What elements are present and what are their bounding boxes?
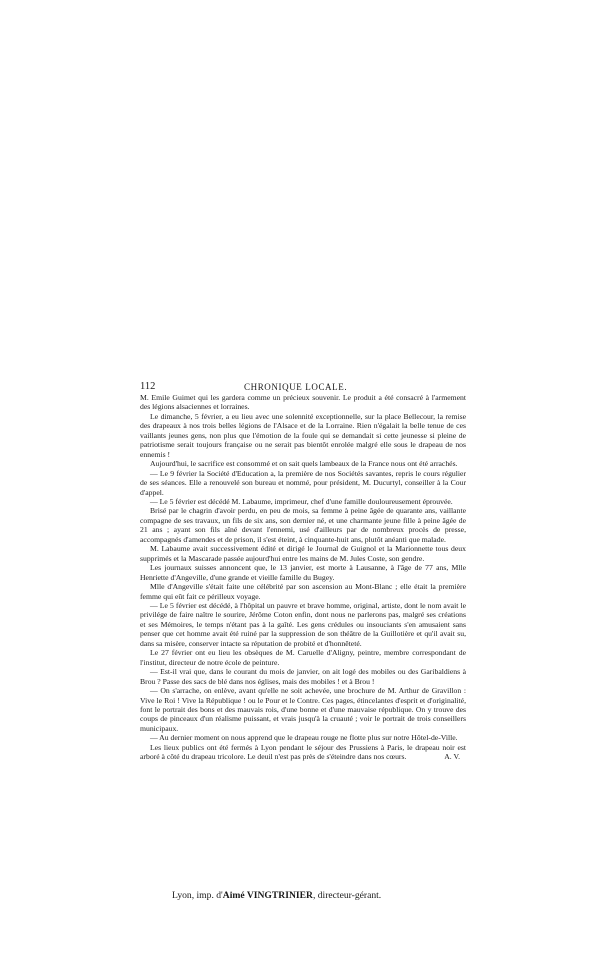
page-number: 112 xyxy=(140,381,156,392)
paragraph: — Est-il vrai que, dans le courant du mois de janvier, on ait logé des mobiles ou des Garibaldiens à Brou ? Passe des sacs de blé dans nos églises, mais des mobiles ! et à Brou ! xyxy=(140,667,466,686)
paragraph: Brisé par le chagrin d'avoir perdu, en peu de mois, sa femme à peine âgée de quarante ans, vaillante compagne de ses travaux, un fils de six ans, son dernier né, et une charmante jeune fille à peine âgée de 21 ans ; ayant son fils aîné devant l'ennemi, usé d'ailleurs par de nombreux procès de presse, accompagnés d'amendes et de prison, il s'est éteint, à cinquante-huit ans, plutôt anéanti que malade. xyxy=(140,506,466,544)
paragraph: Le 27 février ont eu lieu les obsèques de M. Caruelle d'Aligny, peintre, membre correspondant de l'institut, directeur de notre école de peinture. xyxy=(140,648,466,667)
article-body xyxy=(140,393,466,762)
paragraph: — On s'arrache, on enlève, avant qu'elle ne soit achevée, une brochure de M. Arthur de Gravillon : Vive le Roi ! Vive la République ! ou le Pour et le Contre. Ces pages, étincelantes d'esprit et d'originalité, font le portrait des bons et des mauvais rois, d'une bonne et d'une mauvaise république. On y trouve des coups de pinceaux d'un réalisme puissant, et vrais jusqu'à la cruauté ; voir le portrait de trois conseillers municipaux. xyxy=(140,686,466,733)
running-title: CHRONIQUE LOCALE. xyxy=(244,382,348,392)
paragraph: — Le 5 février est décédé M. Labaume, imprimeur, chef d'une famille douloureusement éprouvée. xyxy=(150,496,453,506)
paragraph-final xyxy=(140,743,466,762)
paragraph: M. Labaume avait successivement édité et dirigé le Journal de Guignol et la Marionnette tous deux supprimés et la Mascarade passée aujourd'hui entre les mains de M. Jules Coste, son gendre. xyxy=(140,544,466,563)
imprint-suffix: , directeur-gérant. xyxy=(312,890,382,901)
paragraph: Mlle d'Angeville s'était faite une célébrité par son ascension au Mont-Blanc ; elle était la première femme qui eût fait ce périlleux voyage. xyxy=(140,582,466,601)
signature: A. V. xyxy=(444,752,460,762)
paragraph-final-text: Les lieux publics ont été fermés à Lyon pendant le séjour des Prussiens à Paris, le drapeau noir est arboré à côté du drapeau tricolore. Le deuil n'est pas près de s'éteindre dans nos cœurs. xyxy=(140,742,466,762)
paragraph: M. Emile Guimet qui les gardera comme un précieux souvenir. Le produit a été consacré à l'armement des légions alsaciennes et lorraines. xyxy=(140,393,466,412)
paragraph: Le dimanche, 5 février, a eu lieu avec une solennité exceptionnelle, sur la place Bellecour, la remise des drapeaux à nos trois belles légions de l'Alsace et de la Lorraine. Rien n'égalait la belle tenue de ces vaillants jeunes gens, non plus que l'émotion de la foule qui se demandait si cette jeunesse si pleine de patriotisme serait toujours française ou ne serait pas bientôt enrolée malgré elle sous le drapeau de nos ennemis ! xyxy=(140,411,466,459)
imprint-prefix: Lyon, imp. d' xyxy=(172,890,223,901)
imprint-printer: Aimé VINGTRINIER xyxy=(222,890,313,901)
paragraph: Les journaux suisses annoncent que, le 13 janvier, est morte à Lausanne, à l'âge de 77 ans, Mlle Henriette d'Angeville, d'une grande et vieille famille du Bugey. xyxy=(140,563,466,582)
imprint-line xyxy=(172,890,472,901)
paragraph: — Le 5 février est décédé, à l'hôpital un pauvre et brave homme, original, artiste, dont le nom avait le privilége de faire naître le sourire, Jérôme Coton enfin, dont nous ne parlerons pas, malgré ses créations et ses Mémoires, le temps n'étant pas à la gaîté. Les gens crédules ou insouciants s'en amusaient sans penser que cet homme avait été ruiné par la suppression de son théâtre de la Guillotière et qu'il avait su, dans sa misère, conserver intacte sa réputation de probité et d'honnêteté. xyxy=(140,600,466,648)
paragraph: Aujourd'hui, le sacrifice est consommé et on sait quels lambeaux de la France nous ont été arrachés. xyxy=(150,459,458,469)
paragraph: — Le 9 février la Société d'Education a, la première de nos Sociétés savantes, repris le cours régulier de ses séances. Elle a renouvelé son bureau et nommé, pour président, M. Ducurtyl, conseiller à la Cour d'appel. xyxy=(140,468,466,497)
paragraph: — Au dernier moment on nous apprend que le drapeau rouge ne flotte plus sur notre Hôtel-de-Ville. xyxy=(150,733,458,743)
